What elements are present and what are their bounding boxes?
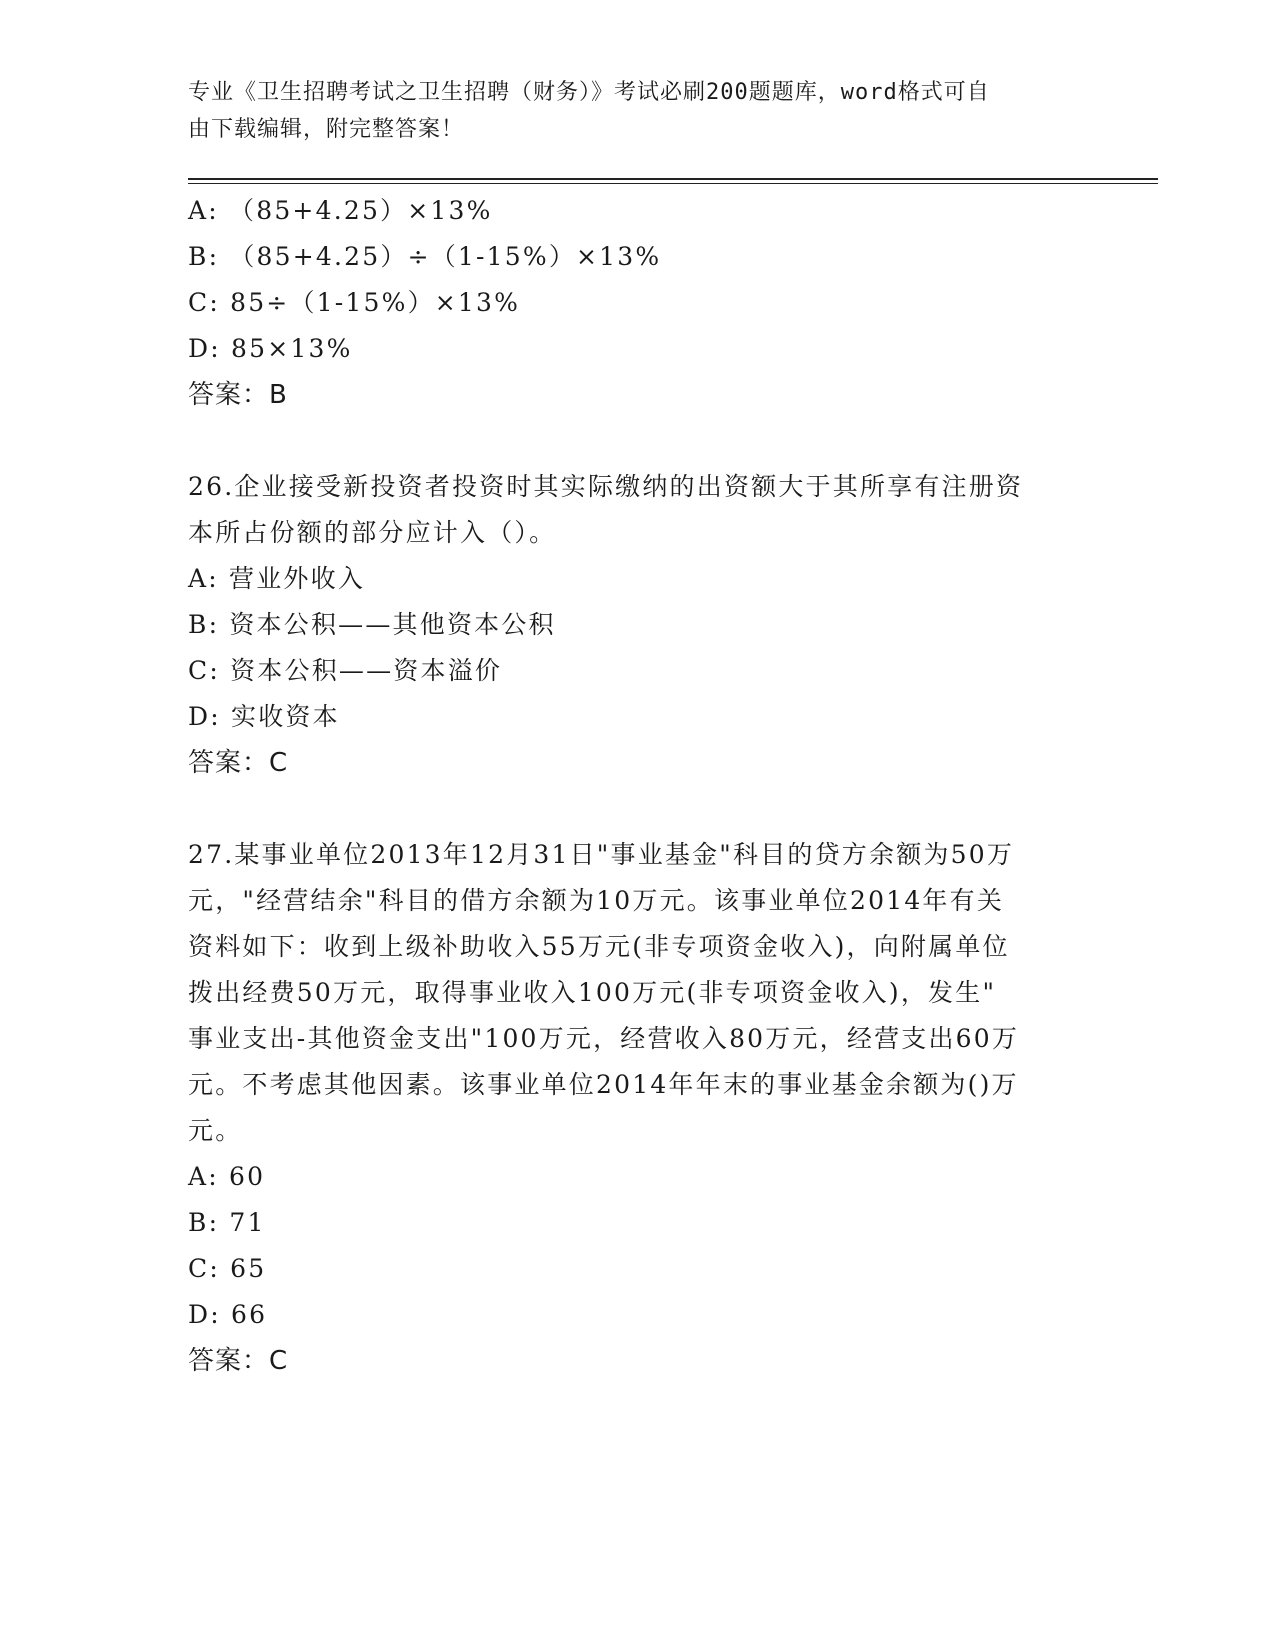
question-stem-line: 27.某事业单位2013年12月31日"事业基金"科目的贷方余额为50万 [188,840,1015,869]
option-d: D: 85×13% [188,334,353,363]
option-b: B: 71 [188,1208,266,1237]
option-b: B: 资本公积——其他资本公积 [188,610,556,639]
answer: 答案：B [188,380,288,410]
option-c: C: 85÷（1-15%）×13% [188,288,521,317]
document-header [188,74,1068,148]
option-b: B: （85+4.25）÷（1-15%）×13% [188,242,662,271]
question-stem-line: 26.企业接受新投资者投资时其实际缴纳的出资额大于其所享有注册资 [188,472,1024,501]
question-stem-line: 事业支出-其他资金支出"100万元，经营收入80万元，经营支出60万 [188,1024,1020,1053]
question-stem-line: 元。 [188,1116,243,1145]
option-d: D: 66 [188,1300,268,1329]
option-a: A: 营业外收入 [188,564,366,593]
question-27 [188,832,1088,1384]
header-line-2: 由下载编辑，附完整答案！ [188,117,465,142]
question-26 [188,464,1088,786]
question-stem-line: 元。不考虑其他因素。该事业单位2014年年末的事业基金余额为()万 [188,1070,1019,1099]
option-c: C: 65 [188,1254,267,1283]
question-stem-line: 本所占份额的部分应计入（）。 [188,518,557,547]
question-stem-line: 拨出经费50万元，取得事业收入100万元(非专项资金收入)，发生" [188,978,997,1007]
option-a: A: （85+4.25）×13% [188,196,493,225]
spacer [188,786,1088,832]
answer: 答案：C [188,1346,289,1376]
question-25 [188,188,1088,418]
option-a: A: 60 [188,1162,266,1191]
header-line-1: 专业《卫生招聘考试之卫生招聘（财务）》考试必刷200题题库，word格式可自 [188,80,990,105]
question-stem-line: 元，"经营结余"科目的借方余额为10万元。该事业单位2014年有关 [188,886,1005,915]
option-c: C: 资本公积——资本溢价 [188,656,503,685]
question-content [188,188,1088,1384]
option-d: D: 实收资本 [188,702,340,731]
question-stem-line: 资料如下：收到上级补助收入55万元(非专项资金收入)，向附属单位 [188,932,1010,961]
answer: 答案：C [188,748,289,778]
header-divider [188,178,1158,184]
spacer [188,418,1088,464]
